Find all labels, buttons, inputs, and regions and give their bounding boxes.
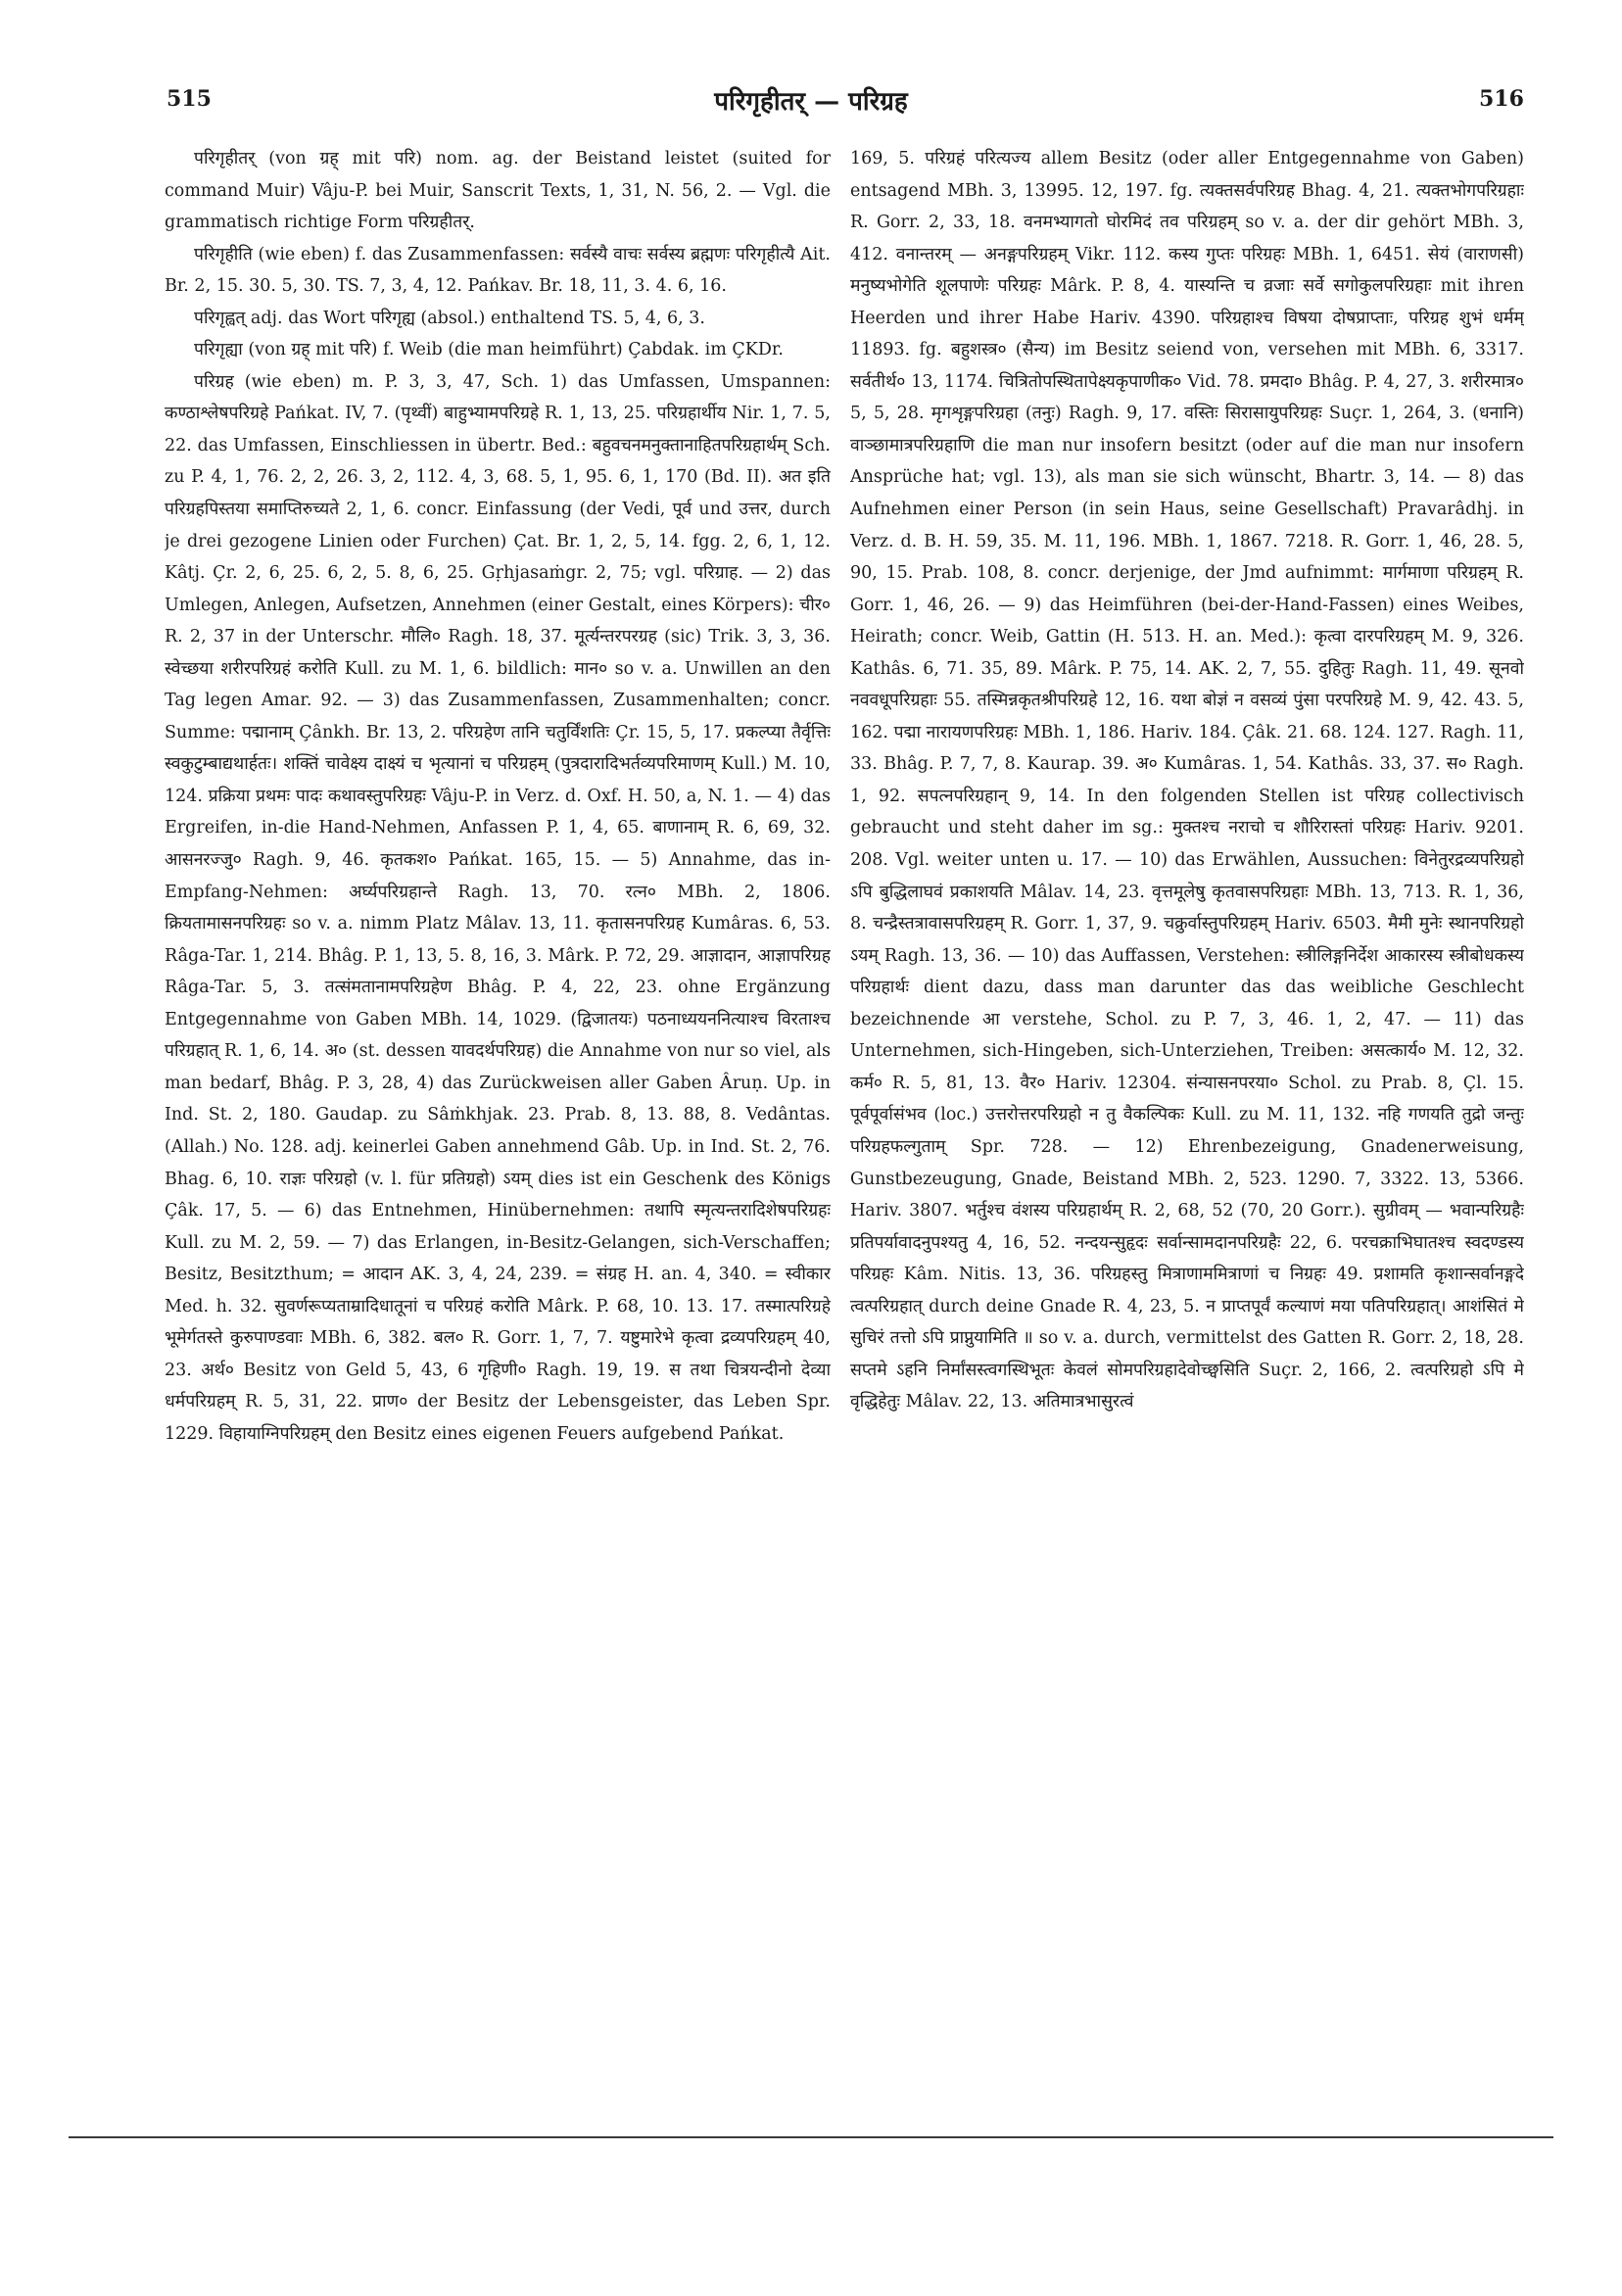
entry-parigraha: परिग्रह (wie eben) m. P. 3, 3, 47, Sch. 1) das Umfassen, Umspannen: कण्ठाश्लेषपरिग्रहे Pańkat. IV, 7. (पृथ्वीं) बाहुभ्यामपरिग्रहे R. 1, 13, 25. परिग्रहार्थीय Nir. 1, 7. 5, 22. das Umfassen, Einschliessen in übertr. Bed.: बहुवचनमनुक्तानाहितपरिग्रहार्थम् Sch. zu P. 4, 1, 76. 2, 2, 26. 3, 2, 112. 4, 3, 68. 5, 1, 95. 6, 1, 170 (Bd. II). अत इति परिग्रहपिस्तया समाप्तिरुच्यते 2, 1, 6. concr. Einfassung (der Vedi, पूर्व und उत्तर, durch je drei gezogene Linien oder Furchen) Çat. Br. 1, 2, 5, 14. fgg. 2, 6, 1, 12. Kâtj. Çr. 2, 6, 25. 6, 2, 5. 8, 6, 25. Gṛhjasaṁgr. 2, 75; vgl. परिग्राह. — 2) das Umlegen, Anlegen, Aufsetzen, Annehmen (einer Gestalt, eines Körpers): चीर० R. 2, 37 in der Unterschr. मौलि० Ragh. 18, 37. मूर्त्यन्तरपरग्रह (sic) Trik. 3, 3, 36. स्वेच्छया शरीरपरिग्रहं करोति Kull. zu M. 1, 6. bildlich: मान० so v. a. Unwillen an den Tag legen Amar. 92. — 3) das Zusammenfassen, Zusammenhalten; concr. Summe: पद्मानाम् Çânkh. Br. 13, 2. परिग्रहेण तानि चतुर्विंशतिः Çr. 15, 5, 17. प्रकल्प्या तैर्वृत्तिः स्वकुटुम्बाद्यथार्हतः। शक्तिं चावेक्ष्य दाक्ष्यं च भृत्यानां च परिग्रहम् (पुत्रदारादिभर्तव्यपरिमाणम् Kull.) M. 10, 124. प्रक्रिया प्रथमः पादः कथावस्तुपरिग्रहः Vâju-P. in Verz. d. Oxf. H. 50, a, N. 1. — 4) das Ergreifen, in-die Hand-Nehmen, Anfassen P. 1, 4, 65. बाणानाम् R. 6, 69, 32. आसनरज्जु० Ragh. 9, 46. कृतकश० Pańkat. 165, 15. — 5) Annahme, das in-Empfang-Nehmen: अर्घ्यपरिग्रहान्ते Ragh. 13, 70. रत्न० MBh. 2, 1806. क्रियतामासनपरिग्रहः so v. a. nimm Platz Mâlav. 13, 11. कृतासनपरिग्रह Kumâras. 6, 53. Râga-Tar. 1, 214. Bhâg. P. 1, 13, 5. 8, 16, 3. Mârk. P. 72, 29. आज्ञादान, आज्ञापरिग्रह Râga-Tar. 5, 3. तत्संमतानामपरिग्रहेण Bhâg. P. 4, 22, 23. ohne Ergänzung Entgegennahme von Gaben MBh. 14, 1029. (द्विजातयः) पठनाध्ययननित्याश्च विरताश्च परिग्रहात् R. 1, 6, 14. अ० (st. dessen यावदर्थपरिग्रह) die Annahme von nur so viel, als man bedarf, Bhâg. P. 3, 28, 4) das Zurückweisen aller Gaben Âruṇ. Up. in Ind. St. 2, 180. Gaudap. zu Sâṁkhjak. 23. Prab. 8, 13. 88, 8. Vedântas. (Allah.) No. 128. adj. keinerlei Gaben annehmend Gâb. Up. in Ind. St. 2, 76. Bhag. 6, 10. राज्ञः परिग्रहो (v. l. für प्रतिग्रहो) ऽयम् dies ist ein Geschenk des Königs Çâk. 17, 5. — 6) das Entnehmen, Hinübernehmen: तथापि स्मृत्यन्तरादिशेषपरिग्रहः Kull. zu M. 2, 59. — 7) das Erlangen, in-Besitz-Gelangen, sich-Verschaffen; Besitz, Besitzthum; = आदान AK. 3, 4, 24, 239. = संग्रह H. an. 4, 340. = स्वीकार Med. h. 32. सुवर्णरूप्यताम्रादिधातूनां च परिग्रहं करोति Mârk. P. 68, 10. 13. 17. तस्मात्परिग्रहे भूमेर्गतस्ते कुरुपाण्डवाः MBh. 6, 382. बल० R. Gorr. 1, 7, 7. यष्टुमारेभे कृत्वा द्रव्यपरिग्रहम् 40, 23. अर्थ० Besitz von Geld 5, 43, 6 गृहिणी० Ragh. 19, 19. स तथा चित्रयन्दीनो देव्या धर्मपरिग्रहम् R. 5, 31, 22. प्राण० der Besitz der Lebensgeister, das Leben Spr. 1229. विहायाग्निपरिग्रहम् den Besitz eines eigenen Feuers aufgebend Pańkat. [165,371,831,1444]
right-page-number: 516 [1479,86,1524,112]
left-page-number: 515 [167,86,212,112]
running-head: परिगृहीतर् — परिग्रह [714,87,908,117]
entry-parigrhitar: परिगृहीतर् (von ग्रह् mit परि) nom. ag. der Beistand leistet (suited for command Muir) Vâju-P. bei Muir, Sanscrit Texts, 1, 31, N. 56, 2. — Vgl. die grammatisch richtige Form परिग्रहीतर्. [165,149,831,233]
left-column [165,143,831,2073]
entry-parigrhiti: परिगृहीति (wie eben) f. das Zusammenfassen: सर्वस्यै वाचः सर्वस्य ब्रह्मणः परिगृहीत्यै Ait. Br. 2, 15. 30. 5, 30. TS. 7, 3, 4, 12. Pańkav. Br. 18, 11, 3. 4. 6, 16. [165,244,831,297]
entry-parigraha-continued: 169, 5. परिग्रहं परित्यज्य allem Besitz (oder aller Entgegennahme von Gaben) entsagend MBh. 3, 13995. 12, 197. fg. त्यक्तसर्वपरिग्रह Bhag. 4, 21. त्यक्तभोगपरिग्रहाः R. Gorr. 2, 33, 18. वनमभ्यागतो घोरमिदं तव परिग्रहम् so v. a. der dir gehört MBh. 3, 412. वनान्तरम् — अनङ्गपरिग्रहम् Vikr. 112. कस्य गुप्तः परिग्रहः MBh. 1, 6451. सेयं (वाराणसी) मनुष्यभोगेति शूलपाणेः परिग्रहः Mârk. P. 8, 4. यास्यन्ति च व्रजाः सर्वे सगोकुलपरिग्रहाः mit ihren Heerden und ihrer Habe Hariv. 4390. परिग्रहाश्च विषया दोषप्राप्ताः, परिग्रह शुभं धर्मम् 11893. fg. बहुशस्त्र० (सैन्य) im Besitz seiend von, versehen mit MBh. 6, 3317. सर्वतीर्थ० 13, 1174. चित्रितोपस्थितापेक्ष्यकृपाणीक० Vid. 78. प्रमदा० Bhâg. P. 4, 27, 3. शरीरमात्र० 5, 5, 28. मृगशृङ्गपरिग्रहा (तनुः) Ragh. 9, 17. वस्तिः सिरासायुपरिग्रहः Suçr. 1, 264, 3. (धनानि) वाञ्छामात्रपरिग्रहाणि die man nur insofern besitzt (oder auf die man nur insofern Ansprüche hat; vgl. 13), als man sie sich wünscht, Bhartr. 3, 14. — 8) das Aufnehmen einer Person (in sein Haus, seine Gesellschaft) Pravarâdhj. in Verz. d. B. H. 59, 35. M. 11, 196. MBh. 1, 1867. 7218. R. Gorr. 1, 46, 28. 5, 90, 15. Prab. 108, 8. concr. derjenige, der Jmd aufnimmt: मार्गमाणा परिग्रहम् R. Gorr. 1, 46, 26. — 9) das Heimführen (bei-der-Hand-Fassen) eines Weibes, Heirath; concr. Weib, Gattin (H. 513. H. an. Med.): कृत्वा दारपरिग्रहम् M. 9, 326. Kathâs. 6, 71. 35, 89. Mârk. P. 75, 14. AK. 2, 7, 55. दुहितुः Ragh. 11, 49. सूनवो नववधूपरिग्रहाः 55. तस्मिन्नकृतश्रीपरिग्रहे 12, 16. यथा बोज्ञं न वसव्यं पुंसा परपरिग्रहे M. 9, 42. 43. 5, 162. पद्मा नारायणपरिग्रहः MBh. 1, 186. Hariv. 184. Çâk. 21. 68. 124. 127. Ragh. 11, 33. Bhâg. P. 7, 7, 8. Kaurap. 39. अ० Kumâras. 1, 54. Kathâs. 33, 37. स० Ragh. 1, 92. सपत्नपरिग्रहान् 9, 14. In den folgenden Stellen ist परिग्रह collectivisch gebraucht und steht daher im sg.: मुक्तश्च नराचो च शौरिरास्तां परिग्रहः Hariv. 9201. 208. Vgl. weiter unten u. 17. — 10) das Erwählen, Aussuchen: विनेतुरद्रव्यपरिग्रहो ऽपि बुद्धिलाघवं प्रकाशयति Mâlav. 14, 23. वृत्तमूलेषु कृतवासपरिग्रहाः MBh. 13, 713. R. 1, 36, 8. चन्द्रैस्तत्रावासपरिग्रहम् R. Gorr. 1, 37, 9. चक्रुर्वास्तुपरिग्रहम् Hariv. 6503. मैमी मुनेः स्थानपरिग्रहो ऽयम् Ragh. 13, 36. — 10) das Auffassen, Verstehen: स्त्रीलिङ्गनिर्देश आकारस्य स्त्रीबोधकस्य परिग्रहार्थः dient dazu, dass man darunter das das weibliche Geschlecht bezeichnende आ verstehe, Schol. zu P. 7, 3, 46. 1, 2, 47. — 11) das Unternehmen, sich-Hingeben, sich-Unterziehen, Treiben: असत्कार्य० M. 12, 32. कर्म० R. 5, 81, 13. वैर० Hariv. 12304. संन्यासनपरया० Schol. zu Prab. 8, Çl. 15. पूर्वपूर्वासंभव (loc.) उत्तरोत्तरपरिग्रहो न तु वैकल्पिकः Kull. zu M. 11, 132. नहि गणयति तुद्रो जन्तुः परिग्रहफल्गुताम् Spr. 728. — 12) Ehrenbezeigung, Gnadenerweisung, Gunstbezeugung, Gnade, Beistand MBh. 2, 523. 1290. 7, 3322. 13, 5366. Hariv. 3807. भर्तुश्च वंशस्य परिग्रहार्थम् R. 2, 68, 52 (70, 20 Gorr.). सुग्रीवम् — भवान्परिग्रहैः प्रतिपर्यावादनुपश्यतु 4, 16, 52. नन्दयन्सुहृदः सर्वान्सामदानपरिग्रहैः 22, 6. परचक्राभिघातश्च स्वदण्डस्य परिग्रहः Kâm. Nitis. 13, 36. परिग्रहस्तु मित्राणाममित्राणां च निग्रहः 49. प्रशामति कृशान्सर्वानङ्गदे त्वत्परिग्रहात् durch deine Gnade R. 4, 23, 5. न प्राप्तपूर्वं कल्याणं मया पतिपरिग्रहात्। आशंसितं मे सुचिरं तत्तो ऽपि प्राप्नुयामिति ॥ so v. a. durch, vermittelst des Gatten R. Gorr. 2, 18, 28. सप्तमे ऽहनि निर्मांसस्त्वगस्थिभूतः केवलं सोमपरिग्रहादेवोच्छ्वसिति Suçr. 2, 166, 2. त्वत्परिग्रहो ऽपि मे वृद्धिहेतुः Mâlav. 22, 13. अतिमात्रभासुरत्वं [850,149,1524,1412]
bottom-rule [69,2136,1553,2138]
right-column [850,143,1524,2073]
entry-parigrhya: परिगृह्या (von ग्रह् mit परि) f. Weib (die man heimführt) Çabdak. im ÇKDr. [194,340,784,360]
entry-parigrhvat: परिगृह्वत् adj. das Wort परिगृह्य (absol.) enthaltend TS. 5, 4, 6, 3. [194,308,705,328]
